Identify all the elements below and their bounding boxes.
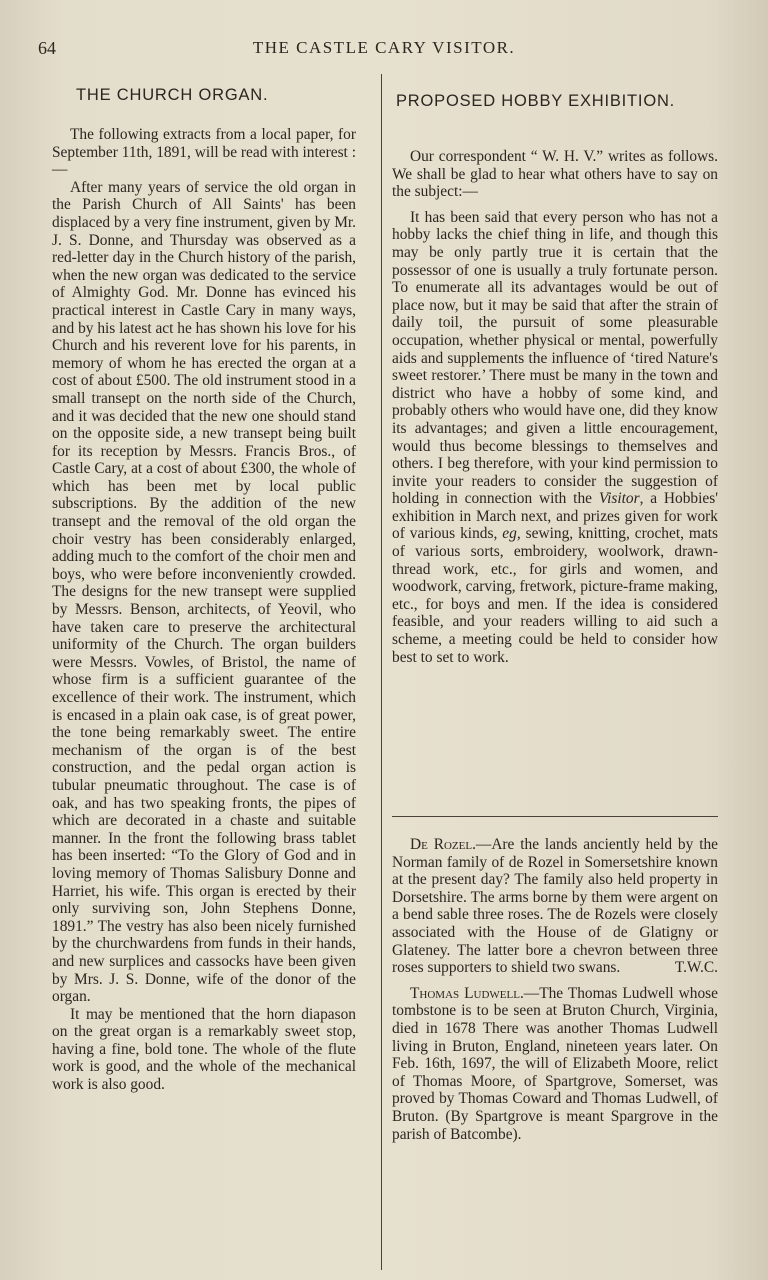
running-title: THE CASTLE CARY VISITOR. bbox=[252, 38, 516, 57]
section-divider bbox=[392, 816, 718, 817]
hobby-exhibition-article bbox=[392, 148, 718, 666]
de-rozel-lead: De Rozel. bbox=[410, 836, 476, 853]
article-paragraph: The following extracts from a local paper, for September 11th, 1891, will be read with interest :— bbox=[52, 126, 356, 179]
hobby-exhibition-heading: PROPOSED HOBBY EXHIBITION. bbox=[396, 92, 676, 110]
column-divider bbox=[381, 74, 382, 1270]
article-paragraph: It may be mentioned that the horn diapason on the great organ is a remarkably sweet stop, having a fine, bold tone. The whole of the flute work is good, and the whole of the mechanical work is also good. bbox=[52, 1005, 356, 1094]
queries-section bbox=[392, 836, 718, 1143]
thomas-ludwell-query: Thomas Ludwell.—The Thomas Ludwell whose tombstone is to be seen at Bruton Church, Virginia, died in 1678 There was another Thomas Ludwell living in Bruton, England, nineteen years later. On Feb. 16th, 1697, the will of Elizabeth Moore, relict of Thomas Moore, of Spartgrove, Somerset, was proved by Thomas Coward and Thomas Ludwell, of Bruton. (By Spartgrove is meant Spargrove in the parish of Batcombe). bbox=[392, 984, 718, 1143]
church-organ-article bbox=[52, 126, 356, 1094]
article-paragraph: After many years of service the old organ in the Parish Church of All Saints' has been displaced by a very fine instrument, given by Mr. J. S. Donne, and Thursday was observed as a red-letter day in the Church history of the parish, when the new organ was dedicated to the service of Almighty God. Mr. Donne has evinced his practical interest in Castle Cary in many ways, and by his latest act he has shown his love for his Church and his reverent love for his parents, in memory of whom he has erected the organ at a cost of about £500. The old instrument stood in a small transept on the north side of the Church, and it was decided that the new one should stand on the opposite side, a new transept being built for its reception by Messrs. Francis Bros., of Castle Cary, at a cost of about £300, the whole of which has been met by local public subscriptions. By the addition of the new transept and the removal of the old organ the choir vestry has been considerably enlarged, adding much to the comfort of the choir men and boys, who were before inconveniently crowded. The designs for the new transept were supplied by Messrs. Benson, architects, of Yeovil, who have taken care to preserve the architectural uniformity of the Church. The organ builders were Messrs. Vowles, of Bristol, the name of whose firm is a sufficient guarantee of the excellence of their work. The instrument, which is encased in a plain oak case, is of great power, the tone being remarkably sweet. The entire mechanism of the organ is of the best construction, and the pedal organ action is tubular pneumatic throughout. The case is of oak, and has two speaking fronts, the pipes of which are decorated in a chaste and suitable manner. In the front the following brass tablet has been inserted: “To the Glory of God and in loving memory of Thomas Salisbury Donne and Harriet, his wife. This organ is erected by their only surviving son, John Stephens Donne, 1891.” The vestry has also been nicely furnished by the churchwardens from funds in their hands, and new surplices and cassocks have been given by Mrs. J. S. Donne, wife of the donor of the organ. bbox=[52, 178, 356, 1006]
church-organ-heading: THE CHURCH ORGAN. bbox=[76, 86, 269, 104]
page-number: 64 bbox=[38, 38, 56, 58]
de-rozel-query: De Rozel.—Are the lands anciently held by the Norman family of de Rozel in Somersetshire known at the present day? The family also held property in Dorsetshire. The arms borne by them were argent on a bend sable three roses. The de Rozels were closely associated with the House of de Glatigny or Glateney. The latter bore a chevron between three roses supporters to shield two swans. T.W.C. bbox=[392, 836, 718, 977]
article-intro: Our correspondent “ W. H. V.” writes as follows. We shall be glad to hear what others have to say on the subject:— bbox=[392, 148, 718, 201]
article-body: It has been said that every person who has not a hobby lacks the chief thing in life, and though this may be only partly true it is certain that the possessor of one is usually a truly fortunate person. To enumerate all its advantages would be out of place now, but it may be said that after the strain of daily toil, the pursuit of some pleasurable occupation, whether physical or mental, powerfully aids and supplements the influence of ‘tired Nature's sweet restorer.’ There must be many in the town and district who have a hobby of some kind, and probably others who would have one, did they know its advantages; and given a little encouragement, would thus become blessings to themselves and others. I beg therefore, with your kind permission to invite your readers to consider the suggestion of holding in connection with the Visitor, a Hobbies' exhibition in March next, and prizes given for work of various kinds, eg, sewing, knitting, crochet, mats of various sorts, embroidery, woolwork, drawn-thread work, etc., for girls and women, and woodwork, carving, fretwork, picture-frame making, etc., for boys and men. If the idea is considered feasible, and your readers willing to aid such a scheme, a meeting could be held to consider how best to set to work. bbox=[392, 208, 718, 666]
ludwell-lead: Thomas Ludwell. bbox=[410, 984, 524, 1002]
signature: T.W.C. bbox=[674, 959, 718, 977]
